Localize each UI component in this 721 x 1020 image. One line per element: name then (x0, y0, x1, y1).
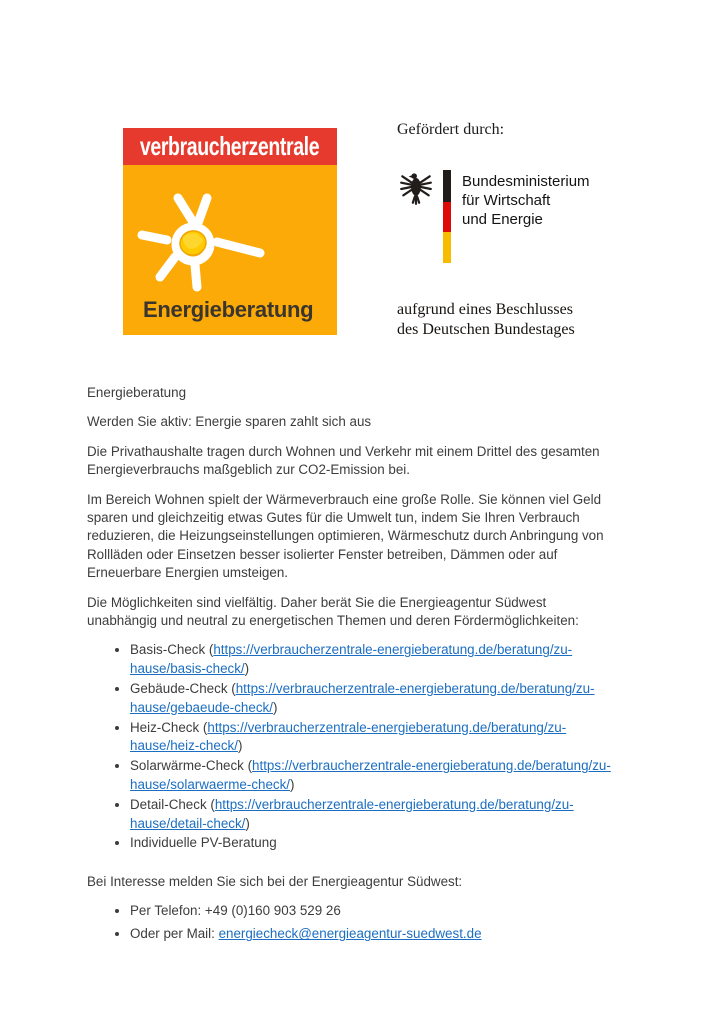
flag-stripe-black (443, 170, 451, 202)
subtitle: Werden Sie aktiv: Energie sparen zahlt sich aus (87, 414, 372, 430)
solarwaerme-check-link[interactable]: https://verbraucherzentrale-energieberatung.de/beratung/zu-hause/solarwaerme-check/ (130, 758, 611, 793)
check-label: Basis-Check ( (130, 642, 214, 658)
check-suffix: ) (237, 738, 243, 754)
contact-list (87, 902, 634, 945)
paragraph: Die Möglichkeiten sind vielfältig. Daher berät Sie die Energieagentur Südwest unabhängig und neutral zu energetischen Themen und deren Fördermöglichkeiten: (87, 594, 579, 629)
flag-stripe-red (443, 202, 451, 232)
verbraucherzentrale-wordmark: verbraucherzentrale (140, 131, 320, 161)
funding-note-line: des Deutschen Bundestages (397, 320, 575, 338)
list-item (130, 757, 634, 795)
contact-intro: Bei Interesse melden Sie sich bei der Energieagentur Südwest: (87, 874, 463, 890)
checks-list (87, 641, 634, 853)
basis-check-link[interactable]: https://verbraucherzentrale-energieberatung.de/beratung/zu-hause/basis-check/ (130, 642, 573, 677)
list-item (130, 834, 634, 853)
contact-email-link[interactable]: energiecheck@energieagentur-suedwest.de (218, 926, 482, 942)
logo-caption: Energieberatung (143, 297, 314, 322)
check-label: Individuelle PV-Beratung (130, 835, 277, 851)
list-item (130, 925, 634, 944)
list-item (130, 902, 634, 921)
funding-note-line: aufgrund eines Beschlusses (397, 301, 573, 318)
flag-stripe-gold (443, 232, 451, 263)
check-suffix: ) (244, 661, 250, 677)
page-title: Energieberatung (87, 385, 187, 400)
gebaeude-check-link[interactable]: https://verbraucherzentrale-energieberatung.de/beratung/zu-hause/gebaeude-check/ (130, 681, 595, 715)
check-suffix: ) (272, 699, 278, 715)
ministry-name-line: für Wirtschaft (462, 192, 551, 209)
contact-mail-label: Oder per Mail: (130, 926, 219, 942)
check-label: Detail-Check ( (130, 796, 215, 812)
verbraucherzentrale-banner (123, 128, 337, 165)
list-item (130, 641, 634, 679)
contact-phone: Per Telefon: +49 (0)160 903 529 26 (130, 902, 341, 918)
ministry-logo (397, 170, 627, 263)
ministry-name-line: und Energie (462, 211, 543, 228)
heiz-check-link[interactable]: https://verbraucherzentrale-energieberatung.de/beratung/zu-hause/heiz-check/ (130, 719, 567, 754)
list-item (130, 680, 634, 718)
list-item (130, 719, 634, 757)
check-suffix: ) (290, 777, 295, 793)
bundesadler-eagle-icon (397, 170, 435, 208)
check-label: Heiz-Check ( (130, 719, 208, 735)
flag-stripe (443, 170, 451, 263)
paragraph: Im Bereich Wohnen spielt der Wärmeverbrauch eine große Rolle. Sie können viel Geld sparen und gleichzeitig etwas Gutes für die Umwelt tun, indem Sie Ihren Verbrauch reduzieren, die Heizungseinstellungen optimieren, Wärmeschutz durch Anbringung von Rollläden oder Einsetzen besser isolierter Fenster betreiben, Dämmen oder auf Erneuerbare Energien umsteigen. (87, 491, 604, 581)
funding-heading: Gefördert durch: (397, 121, 505, 138)
check-label: Gebäude-Check ( (130, 681, 236, 697)
paragraph: Die Privathaushalte tragen durch Wohnen und Verkehr mit einem Drittel des gesamten Energieverbrauchs maßgeblich zur CO2-Emission bei. (87, 443, 600, 478)
check-label: Solarwärme-Check ( (130, 758, 253, 774)
detail-check-link[interactable]: https://verbraucherzentrale-energieberatung.de/beratung/zu-hause/detail-check/ (130, 796, 574, 831)
ministry-name (462, 172, 590, 263)
document-body (87, 384, 634, 955)
list-item (130, 796, 634, 834)
verbraucherzentrale-logo (123, 128, 337, 335)
ministry-name-line: Bundesministerium (462, 173, 590, 190)
sun-icon (123, 165, 337, 300)
check-suffix: ) (245, 815, 250, 831)
funding-note (397, 300, 627, 339)
funding-block (397, 121, 627, 339)
